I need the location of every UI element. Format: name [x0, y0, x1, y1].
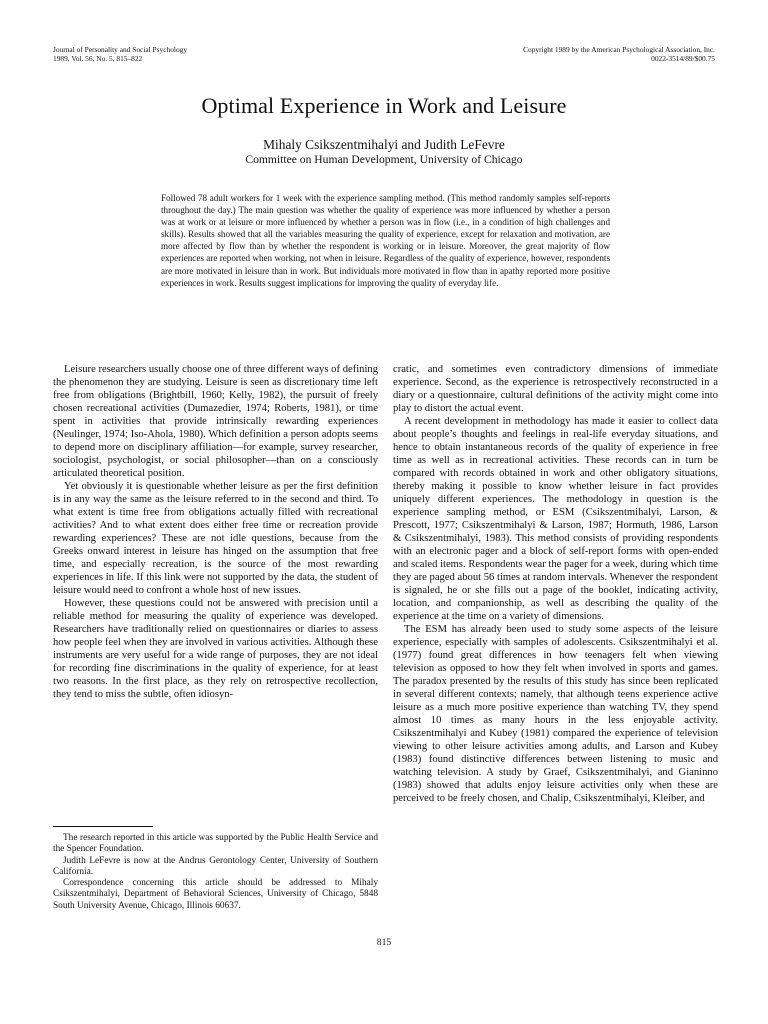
body-paragraph: Leisure researchers usually choose one of three different ways of defining the phenomenon they are studying. Leisure is seen as discretionary time left free from obligations (Brightbill, 1960; Kelly, 1982), the pursuit of freely chosen recreational activities (Dumazedier, 1974; Roberts, 1981), or time spent in activities that provide intrinsically rewarding experiences (Neulinger, 1974; Iso-Ahola, 1980). Which definition a person adopts seems to depend more on disciplinary affiliation—for example, survey researcher, sociologist, psychologist, or social philosopher—than on a consciously articulated theoretical position. — [53, 364, 378, 479]
body-paragraph-continued: cratic, and sometimes even contradictory dimensions of immediate experience. Second, as the experience is retrospectively reconstructed in a diary or a questionnaire, cultural definitions of the activity might come into play to distort the actual event. — [393, 364, 718, 414]
abstract: Followed 78 adult workers for 1 week with the experience sampling method. (This method randomly samples self-reports throughout the day.) The main question was whether the quality of experience was more influenced by whether a person was at work or at leisure or more influenced by whether a person was in flow (i.e., in a condition of high challenges and skills). Results showed that all the variables measuring the quality of experience, except for relaxation and motivation, are more affected by flow than by whether the respondent is working or in leisure. Moreover, the great majority of flow experiences are reported when working, not when in leisure. Regardless of the quality of experience, however, respondents are more motivated in leisure than in work. But individuals more motivated in flow than in apathy reported more positive experiences in work. Results suggest implications for improving the quality of everyday life. — [161, 193, 610, 288]
issn-line: 0022-3514/89/$00.75 — [651, 53, 715, 63]
body-column-left — [53, 363, 378, 701]
footnote: Judith LeFevre is now at the Andrus Gerontology Center, University of Southern California. — [53, 855, 378, 877]
page-number: 815 — [376, 937, 392, 948]
footnote-divider — [53, 826, 153, 827]
journal-name: Journal of Personality and Social Psychology — [53, 45, 188, 54]
copyright-notice — [523, 46, 715, 63]
body-paragraph: The ESM has already been used to study some aspects of the leisure experience, especially with samples of adolescents. Csikszentmihalyi et al. (1977) found great differences in how teenagers felt when viewing television as opposed to how they felt when involved in sports and games. The paradox presented by the results of this study has since been replicated in several different contexts; namely, that although teens experience active leisure as a much more positive experience than watching TV, they spend almost 10 times as many hours in the less enjoyable activity. Csikszentmihalyi and Kubey (1981) compared the experience of television viewing to other leisure activities among adults, and Larson and Kubey (1983) found distinctive differences between listening to music and watching television. A study by Graef, Csikszentmihalyi, and Gianinno (1983) showed that adults enjoy leisure activities only when these are perceived to be freely chosen, and Chalip, Csikszentmihalyi, Kleiber, and — [393, 624, 718, 804]
body-paragraph: Yet obviously it is questionable whether leisure as per the first definition is in any way the same as the leisure referred to in the second and third. To what extent is time free from obligations actually filled with recreational activities? And to what extent does either free time or recreation provide rewarding experiences? These are not idle questions, because from the Greeks onward interest in leisure has hinged on the assumption that free time, and especially recreation, is the source of the most rewarding experiences in life. If this link were not supported by the data, the student of leisure would need to confront a whole host of new issues. — [53, 481, 378, 596]
journal-citation — [53, 46, 187, 63]
journal-volume: 1989, Vol. 56, No. 5, 815–822 — [53, 53, 143, 63]
body-paragraph: However, these questions could not be answered with precision until a reliable method for measuring the quality of experience was developed. Researchers have traditionally relied on questionnaires or diaries to assess how people feel when they are involved in various activities. Although these instruments are very useful for a wide range of purposes, they are not ideal for recording fine discriminations in the quality of experience, for at least two reasons. In the first place, as they rely on retrospective recollection, they tend to miss the subtle, often idiosyn- — [53, 598, 378, 700]
author-affiliation: Committee on Human Development, University of Chicago — [245, 153, 523, 166]
article-title: Optimal Experience in Work and Leisure — [201, 93, 567, 118]
footnote: Correspondence concerning this article should be addressed to Mihaly Csikszentmihalyi, Department of Behavioral Sciences, University of Chicago, 5848 South University Avenue, Chicago, Illinois 60637. — [53, 878, 378, 911]
body-paragraph: A recent development in methodology has made it easier to collect data about people’s thoughts and feelings in real-life everyday situations, and hence to obtain instantaneous records of the quality of experience in free time as well as in recreational activities. These records can in turn be compared with records obtained in work and other obligatory situations, thereby making it possible to know whether leisure in fact provides uniquely different experiences. The methodology in question is the experience sampling method, or ESM (Csikszentmihalyi, Larson, & Prescott, 1977; Csikszentmihalyi & Larson, 1987; Hormuth, 1986, Larson & Csikszentmihalyi, 1983). This method consists of providing respondents with an electronic pager and a block of self-report forms with open-ended and scaled items. Respondents wear the pager for a week, during which time they are paged about 56 times at random intervals. Whenever the respondent is signaled, he or she fills out a page of the booklet, indicating activity, location, and companionship, as well as describing the quality of the experience at the time on a variety of dimensions. — [393, 416, 718, 622]
copyright-line: Copyright 1989 by the American Psychological Association, Inc. — [523, 45, 715, 54]
footnote: The research reported in this article was supported by the Public Health Service and the Spencer Foundation. — [53, 833, 378, 855]
body-column-right — [393, 363, 718, 805]
author-list: Mihaly Csikszentmihalyi and Judith LeFevre — [263, 137, 505, 152]
footnotes — [53, 833, 378, 912]
